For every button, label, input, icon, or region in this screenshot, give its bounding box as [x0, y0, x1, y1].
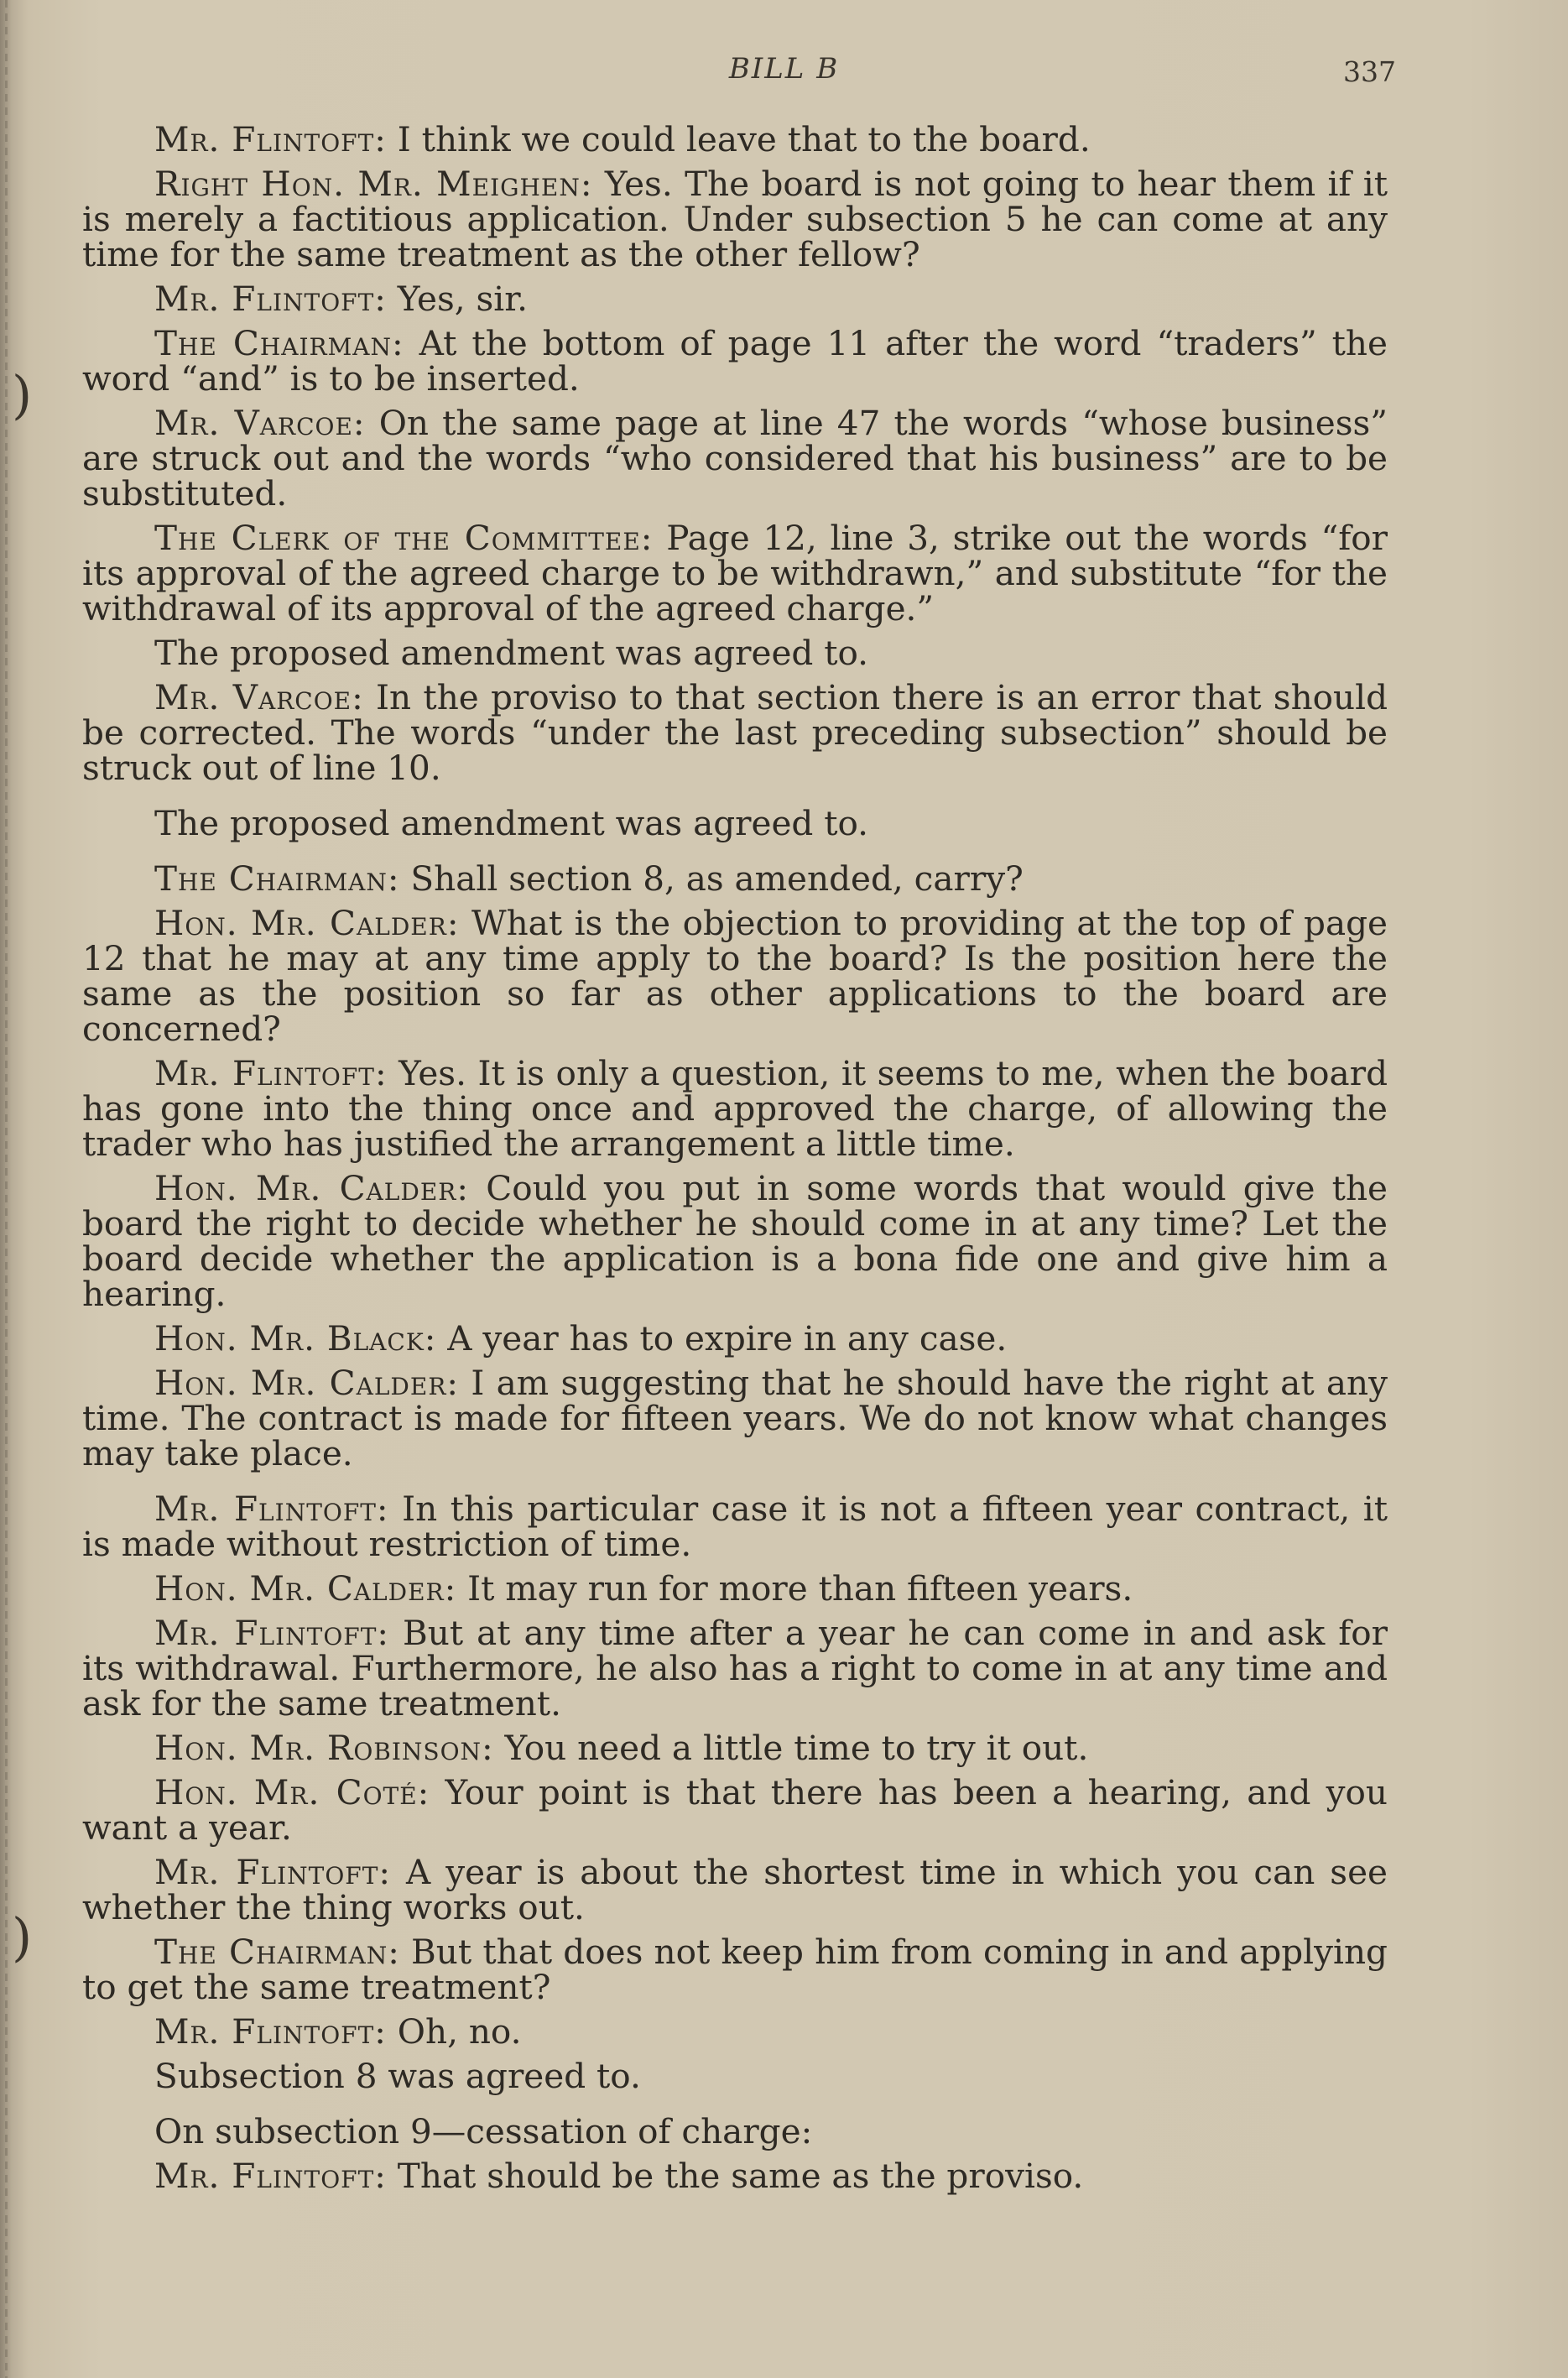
speaker: Mr. Flintoft:	[154, 2156, 387, 2196]
speaker: Hon. Mr. Calder:	[154, 1363, 460, 1403]
paragraph	[82, 2011, 1388, 2052]
speaker: Mr. Flintoft:	[154, 1053, 388, 1093]
speaker: Hon. Mr. Robinson:	[154, 1728, 494, 1768]
speech: It may run for more than fifteen years.	[456, 1568, 1133, 1609]
paragraph	[82, 279, 1388, 319]
speech: Oh, no.	[386, 2011, 522, 2052]
speech: What is the objection to providing at the top of page 12 that he may at any time apply to the board? Is the position here the same as the position so far as other applications to the board are concerned?	[82, 903, 1388, 1049]
speaker: Hon. Mr. Calder:	[154, 1168, 469, 1208]
speech: On subsection 9—cessation of charge:	[154, 2111, 813, 2151]
paragraph	[82, 1934, 1388, 2005]
speaker: Mr. Flintoft:	[154, 1613, 390, 1653]
paragraph	[82, 1568, 1388, 1609]
paragraph	[82, 403, 1388, 514]
paragraph	[82, 1168, 1388, 1314]
paragraph	[82, 119, 1388, 159]
paragraph	[82, 2058, 1388, 2094]
speech: Your point is that there has been a hearing, and you want a year.	[82, 1772, 1388, 1848]
paragraph	[82, 1365, 1388, 1471]
binding-edge	[5, 0, 8, 2378]
paragraph	[82, 2111, 1388, 2151]
speech: Yes. The board is not going to hear them if it is merely a factitious application. Under subsection 5 he can come at any time for the same treatment as the other fellow?	[82, 164, 1388, 274]
speech: On the same page at line 47 the words “whose business” are struck out and the words “who considered that his business” are to be substituted.	[82, 403, 1388, 514]
speech: A year is about the shortest time in which you can see whether the thing works out.	[82, 1852, 1388, 1927]
binding-hole-top: )	[12, 364, 33, 425]
speech: In the proviso to that section there is an error that should be corrected. The words “under the last preceding subsection” should be struck out of line 10.	[82, 677, 1388, 788]
speech: Page 12, line 3, strike out the words “for its approval of the agreed charge to be withdrawn,” and substitute “for the withdrawal of its approval of the agreed charge.”	[82, 518, 1388, 628]
speaker: Hon. Mr. Calder:	[154, 903, 460, 943]
speaker: Mr. Flintoft:	[154, 279, 387, 319]
paragraph	[82, 1613, 1388, 1724]
speaker: The Chairman:	[154, 1932, 400, 1972]
speaker: Hon. Mr. Calder:	[154, 1568, 457, 1609]
speech: At the bottom of page 11 after the word “traders” the word “and” is to be inserted.	[82, 323, 1388, 399]
speech: But that does not keep him from coming in and applying to get the same treatment?	[82, 1932, 1388, 2007]
speaker: Mr. Varcoe:	[154, 403, 366, 443]
speech: You need a little time to try it out.	[493, 1728, 1089, 1768]
speech: In this particular case it is not a fifteen year contract, it is made without restriction of time.	[82, 1489, 1388, 1564]
speaker: Mr. Flintoft:	[154, 119, 387, 159]
paragraph	[82, 323, 1388, 399]
speech: The proposed amendment was agreed to.	[154, 803, 869, 843]
paragraph	[82, 858, 1388, 899]
speaker: The Clerk of the Committee:	[154, 518, 654, 558]
paragraph	[82, 1772, 1388, 1848]
paragraph	[82, 677, 1388, 788]
paragraph	[82, 1053, 1388, 1164]
paragraph	[82, 1728, 1388, 1768]
speech: I am suggesting that he should have the right at any time. The contract is made for fifteen years. We do not know what changes may take place.	[82, 1363, 1388, 1473]
paragraph	[82, 903, 1388, 1049]
speaker: The Chairman:	[154, 858, 400, 899]
paragraph	[82, 2156, 1388, 2196]
paragraph	[82, 166, 1388, 272]
speech: Could you put in some words that would give the board the right to decide whether he should come in at any time? Let the board decide whether the application is a bona fide one and give him a hearing.	[82, 1168, 1388, 1314]
speaker: Mr. Varcoe:	[154, 677, 364, 717]
speaker: Right Hon. Mr. Meighen:	[154, 164, 593, 204]
speech: But at any time after a year he can come in and ask for its withdrawal. Furthermore, he also has a right to come in at any time and ask for the same treatment.	[82, 1613, 1388, 1724]
paragraph	[82, 520, 1388, 626]
page-number: 337	[1343, 55, 1396, 88]
speaker: Mr. Flintoft:	[154, 1852, 392, 1892]
speaker: The Chairman:	[154, 323, 404, 363]
speech: I think we could leave that to the board.	[386, 119, 1091, 159]
paragraph	[82, 1854, 1388, 1925]
speech: Subsection 8 was agreed to.	[154, 2056, 641, 2096]
speaker: Hon. Mr. Black:	[154, 1318, 437, 1358]
transcript-body	[82, 119, 1388, 2203]
speech: Yes, sir.	[386, 279, 529, 319]
binding-hole-bottom: )	[12, 1906, 33, 1968]
speech: Shall section 8, as amended, carry?	[399, 858, 1024, 899]
speaker: Mr. Flintoft:	[154, 1489, 389, 1529]
paragraph	[82, 803, 1388, 843]
paragraph	[82, 1491, 1388, 1562]
speech: The proposed amendment was agreed to.	[154, 633, 869, 673]
speaker: Hon. Mr. Coté:	[154, 1772, 430, 1812]
speech: Yes. It is only a question, it seems to me, when the board has gone into the thing once and approved the charge, of allowing the trader who has justified the arrangement a little time.	[82, 1053, 1388, 1164]
running-head: BILL B	[728, 52, 840, 86]
speech: A year has to expire in any case.	[436, 1318, 1008, 1358]
paragraph	[82, 1318, 1388, 1358]
paragraph	[82, 633, 1388, 673]
speech: That should be the same as the proviso.	[386, 2156, 1084, 2196]
speaker: Mr. Flintoft:	[154, 2011, 387, 2052]
